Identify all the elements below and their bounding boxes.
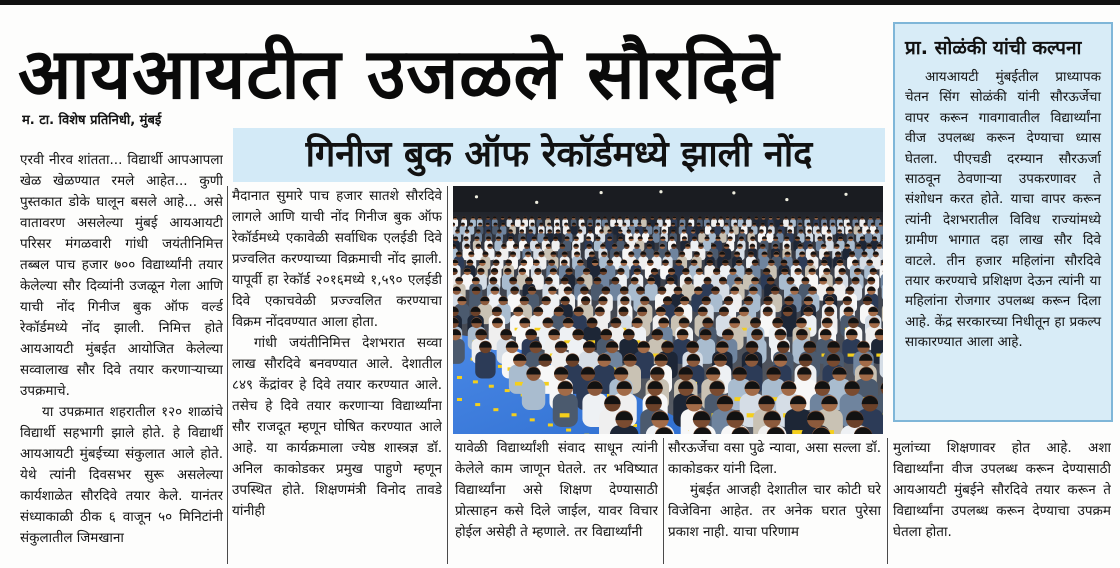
paragraph: यावेळी विद्यार्थ्यांशी संवाद साधून त्यांनी केलेले काम जाणून घेतले. तर भविष्यात विद्यार्थ्यांना असे शिक्षण देण्यासाठी प्रोत्साहन कसे दिले जाईल, यावर विचार होईल असेही ते म्हणाले. तर विद्यार्थ्यांनी (455, 440, 658, 540)
floodlight (659, 190, 662, 193)
solar-lamp (505, 389, 510, 392)
paragraph: गांधी जयंतीनिमित्त देशभरात सव्वा लाख सौरदिवे बनवण्यात आले. देशातील ८४९ केंद्रांवर हे दिवे तयार करण्यात आले. तसेच हे दिवे तयार करणाऱ्या विद्यार्थ्यांना सौर राजदूत म्हणून घोषित करण्यात आले आहे. या कार्यक्रमाला ज्येष्ठ शास्त्रज्ञ डॉ. अनिल काकोडकर प्रमुख पाहुणे म्हणून उपस्थित होते. शिक्षणमंत्री विनोद तावडे यांनीही (232, 335, 442, 519)
solar-lamp (457, 376, 462, 379)
floodlight (732, 191, 735, 194)
solar-lamp (473, 380, 478, 383)
solar-lamp (457, 398, 462, 401)
paragraph: मुलांच्या शिक्षणावर होत आहे. अशा विद्यार्थ्यांना वीज उपलब्ध करून देण्यासाठी आयआयटी मुंबईने सौरदिवे तयार करून ते विद्यार्थ्यांना उपलब्ध करून देण्याचा उपक्रम घेतला होता. (893, 440, 1111, 540)
floodlight (600, 191, 603, 194)
column-rule (887, 438, 888, 564)
column-rule (227, 186, 228, 564)
stadium-stands (453, 186, 883, 212)
byline: म. टा. विशेष प्रतिनिधी, मुंबई (22, 113, 162, 128)
article-photo (453, 186, 883, 434)
paragraph: या उपक्रमात शहरातील १२० शाळांचे विद्यार्थी सहभागी झाले होते. हे विद्यार्थी आयआयटी मुंबईच्या संकुलात आले होते. येथे त्यांनी दिवसभर सुरू असलेल्या कार्यशाळेत सौरदिवे तयार केले. यानंतर संध्याकाळी ठीक ६ वाजून ५० मिनिटांनी संकुलातील जिमखाना (20, 404, 223, 546)
article-column-3 (455, 438, 658, 564)
paragraph: मुंबईत आजही देशातील चार कोटी घरे विजेविना आहेत. तर अनेक घरात पुरेसा प्रकाश नाही. याचा परिणाम (668, 482, 881, 540)
top-rule (0, 0, 1120, 5)
floodlight (475, 195, 478, 198)
subheadline-band (233, 128, 885, 182)
article-column-1 (20, 150, 223, 564)
paragraph: मैदानात सुमारे पाच हजार सातशे सौरदिवे लागले आणि याची नोंद गिनीज बुक ऑफ रेकॉर्डमध्ये एकावेळी सर्वाधिक एलईडी दिवे प्रज्वलित करण्याच्या विक्रमाची नोंद झाली. यापूर्वी हा रेकॉर्ड २०१६मध्ये १,५९० एलईडी दिवे एकाचवेळी प्रज्ज्वलित करण्याचा विक्रम नोंदवण्यात आला होता. (232, 188, 442, 330)
sidebar-body: आयआयटी मुंबईतील प्राध्यापक चेतन सिंग सोळंकी यांनी सौरऊर्जेचा वापर करून गावगावातील विद्यार्थ्यांना वीज उपलब्ध करून देण्याचा ध्यास घेतला. पीएचडी दरम्यान सौरऊर्जा साठवून ठेवणाऱ्या उपकरणावर ते संशोधन करत होते. याचा वापर करून त्यांनी देशभरातील विविध राज्यांमध्ये ग्रामीण भागात दहा लाख सौर दिवे वाटले. तीन हजार महिलांना सौरदिवे तयार करण्याचे प्रशिक्षण देऊन त्यांनी या महिलांना रोजगार उपलब्ध करून दिला आहे. केंद्र सरकारच्या निधीतून हा प्रकल्प साकारण्यात आला आहे. (905, 69, 1101, 351)
subheadline: गिनीज बुक ऑफ रेकॉर्डमध्ये झाली नोंद (305, 134, 813, 175)
floodlight (785, 198, 788, 201)
solar-lamp (493, 408, 498, 411)
solar-lamp (548, 423, 553, 426)
paragraph: सौरऊर्जेचा वसा पुढे न्यावा, असा सल्ला डॉ. काकोडकर यांनी दिला. (668, 440, 881, 477)
article-column-2 (232, 186, 442, 564)
floodlight (844, 193, 847, 196)
sidebar-box (893, 22, 1113, 422)
solar-lamp (475, 403, 480, 406)
solar-lamp (530, 418, 535, 421)
solar-lamp (566, 429, 571, 432)
solar-lamp (512, 413, 517, 416)
column-rule (663, 438, 664, 564)
floodlight (535, 201, 538, 204)
headline: आयआयटीत उजळले सौरदिवे (18, 33, 780, 115)
photo-students-with-solar-lamps (453, 186, 883, 434)
solar-lamp (489, 385, 494, 388)
sidebar-title: प्रा. सोळंकी यांची कल्पना (905, 37, 1082, 59)
paragraph: एरवी नीरव शांतता... विद्यार्थी आपआपला खेळ खेळण्यात रमले आहेत... कुणी पुस्तकात डोके घालून बसले आहे... असे वातावरण असलेल्या मुंबई आयआयटी परिसर मंगळवारी गांधी जयंतीनिमित्त तब्बल पाच हजार ७०० विद्यार्थ्यांनी तयार केलेल्या सौर दिव्यांनी उजळून गेला आणि याची नोंद गिनीज बुक ऑफ वर्ल्ड रेकॉर्डमध्ये नोंद झाली. निमित्त होते आयआयटी मुंबईत आयोजित केलेल्या सव्वालाख सौर दिवे तयार करणाऱ्याच्या उपक्रमाचे. (20, 152, 223, 399)
article-column-5 (893, 438, 1111, 564)
column-rule (447, 186, 448, 564)
article-column-4 (668, 438, 881, 564)
